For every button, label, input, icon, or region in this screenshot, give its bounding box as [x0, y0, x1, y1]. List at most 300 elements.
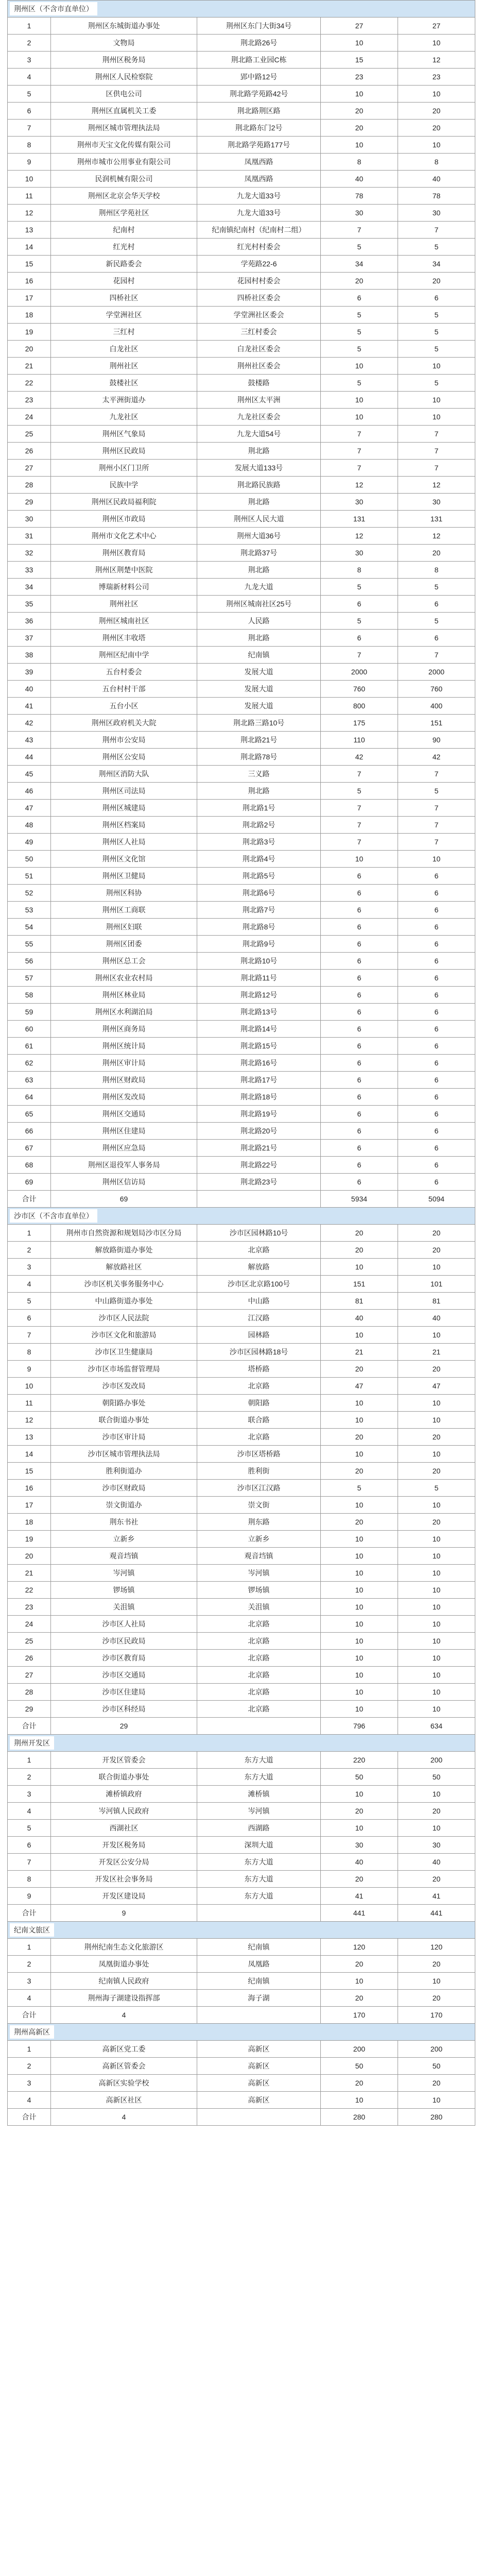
table-row [8, 783, 475, 800]
total-cell: 441 [321, 1905, 398, 1922]
table-row [8, 579, 475, 596]
table-cell: 九龙大道33号 [197, 205, 321, 222]
table-cell: 53 [8, 902, 51, 919]
table-cell: 20 [321, 1514, 398, 1531]
table-cell: 东方大道 [197, 1752, 321, 1769]
table-cell: 荆州区信访局 [51, 1174, 197, 1191]
table-cell: 10 [321, 35, 398, 52]
table-cell: 荆北路19号 [197, 1106, 321, 1123]
table-cell: 荆州区民政局福利院 [51, 494, 197, 511]
unit-table [7, 0, 475, 2126]
table-cell: 7 [321, 800, 398, 817]
total-cell: 4 [51, 2007, 197, 2024]
table-cell: 10 [398, 358, 475, 375]
table-cell: 200 [398, 2041, 475, 2058]
table-cell: 10 [321, 358, 398, 375]
table-cell: 1 [8, 1939, 51, 1956]
table-cell: 10 [321, 1565, 398, 1582]
table-cell: 42 [8, 715, 51, 732]
table-cell: 10 [8, 171, 51, 188]
table-cell: 4 [8, 69, 51, 86]
table-cell: 10 [398, 1599, 475, 1616]
table-cell: 联合街道办事处 [51, 1769, 197, 1786]
table-cell: 凤凰西路 [197, 171, 321, 188]
table-cell: 12 [398, 528, 475, 545]
total-cell: 796 [321, 1718, 398, 1735]
table-cell: 10 [321, 1548, 398, 1565]
table-cell: 荆北路20号 [197, 1123, 321, 1140]
table-cell: 27 [321, 18, 398, 35]
table-cell: 21 [8, 1565, 51, 1582]
table-cell: 5 [398, 1480, 475, 1497]
table-cell: 41 [398, 1888, 475, 1905]
table-cell: 5 [321, 375, 398, 392]
table-cell: 10 [398, 1616, 475, 1633]
table-cell: 69 [8, 1174, 51, 1191]
table-cell: 五台村委会 [51, 664, 197, 681]
table-cell: 6 [398, 970, 475, 987]
table-cell: 民润机械有限公司 [51, 171, 197, 188]
table-cell: 九龙社区 [51, 409, 197, 426]
table-cell: 荆北路9号 [197, 936, 321, 953]
table-cell: 5 [398, 239, 475, 256]
table-row [8, 681, 475, 698]
table-cell: 沙市区财政局 [51, 1480, 197, 1497]
table-cell: 6 [398, 1174, 475, 1191]
table-cell: 纪南镇人民政府 [51, 1973, 197, 1990]
table-cell: 高新区管委会 [51, 2058, 197, 2075]
table-cell: 荆州社区 [51, 596, 197, 613]
table-row [8, 1854, 475, 1871]
table-cell: 8 [8, 1344, 51, 1361]
table-cell: 27 [8, 460, 51, 477]
table-cell: 5 [8, 86, 51, 103]
table-cell: 学苑路22-6 [197, 256, 321, 273]
table-row [8, 698, 475, 715]
table-row [8, 1888, 475, 1905]
table-cell: 8 [8, 1871, 51, 1888]
table-row [8, 1004, 475, 1021]
table-cell: 25 [8, 1633, 51, 1650]
table-cell: 荆北路78号 [197, 749, 321, 766]
table-cell: 5 [321, 1480, 398, 1497]
table-cell: 荆州区退役军人事务局 [51, 1157, 197, 1174]
table-cell: 28 [8, 1684, 51, 1701]
total-row [8, 2007, 475, 2024]
table-cell: 沙市区卫生健康局 [51, 1344, 197, 1361]
table-cell: 荆州区政府机关大院 [51, 715, 197, 732]
table-cell: 荆州区应急局 [51, 1140, 197, 1157]
table-cell: 荆北路7号 [197, 902, 321, 919]
table-cell: 68 [8, 1157, 51, 1174]
table-cell: 10 [398, 1259, 475, 1276]
table-cell: 120 [398, 1939, 475, 1956]
table-cell: 6 [398, 987, 475, 1004]
table-cell: 34 [398, 256, 475, 273]
table-cell: 6 [321, 1174, 398, 1191]
table-cell: 52 [8, 885, 51, 902]
table-cell: 55 [8, 936, 51, 953]
table-cell: 6 [321, 1106, 398, 1123]
table-cell: 51 [8, 868, 51, 885]
table-cell: 荆北路18号 [197, 1089, 321, 1106]
table-cell: 1 [8, 18, 51, 35]
table-row [8, 1667, 475, 1684]
section-title-row [8, 1922, 475, 1939]
table-cell: 20 [398, 1225, 475, 1242]
table-cell: 荆州区交通局 [51, 1106, 197, 1123]
table-row [8, 1990, 475, 2007]
table-cell: 岑河镇人民政府 [51, 1803, 197, 1820]
table-cell: 5 [398, 341, 475, 358]
table-cell: 荆州市文化艺术中心 [51, 528, 197, 545]
table-row [8, 562, 475, 579]
table-cell: 滩桥镇政府 [51, 1786, 197, 1803]
table-cell: 6 [398, 1123, 475, 1140]
table-cell: 高新区 [197, 2075, 321, 2092]
table-cell: 荆州社区 [51, 358, 197, 375]
total-cell: 合计 [8, 2109, 51, 2126]
table-cell: 30 [321, 1837, 398, 1854]
table-cell: 20 [398, 273, 475, 290]
table-cell: 7 [321, 426, 398, 443]
table-cell: 40 [321, 1310, 398, 1327]
table-row [8, 1378, 475, 1395]
table-row [8, 171, 475, 188]
table-cell: 20 [398, 1990, 475, 2007]
table-cell: 12 [321, 477, 398, 494]
table-cell: 北京路 [197, 1684, 321, 1701]
table-cell: 沙市区人民法院 [51, 1310, 197, 1327]
table-cell: 荆北路14号 [197, 1021, 321, 1038]
table-cell: 10 [398, 1701, 475, 1718]
table-cell: 开发区社会事务局 [51, 1871, 197, 1888]
table-cell: 10 [398, 1684, 475, 1701]
table-cell: 北京路 [197, 1242, 321, 1259]
table-cell: 10 [398, 392, 475, 409]
table-cell: 博瑞新材料公司 [51, 579, 197, 596]
table-cell: 白龙社区 [51, 341, 197, 358]
table-cell: 7 [398, 834, 475, 851]
table-cell: 9 [8, 1888, 51, 1905]
table-cell: 锣场镇 [51, 1582, 197, 1599]
table-row [8, 154, 475, 171]
table-cell: 78 [398, 188, 475, 205]
table-cell: 46 [8, 783, 51, 800]
table-cell: 62 [8, 1055, 51, 1072]
table-cell: 61 [8, 1038, 51, 1055]
table-cell: 40 [8, 681, 51, 698]
table-cell: 荆州区丰收塔 [51, 630, 197, 647]
table-cell: 荆州区商务局 [51, 1021, 197, 1038]
table-cell: 荆州区卫健局 [51, 868, 197, 885]
table-cell: 荆州区妇联 [51, 919, 197, 936]
table-cell: 三红村委会 [197, 324, 321, 341]
table-cell: 荆州区城南社区25号 [197, 596, 321, 613]
table-cell: 6 [8, 1310, 51, 1327]
table-cell: 高新区 [197, 2058, 321, 2075]
table-row [8, 851, 475, 868]
table-row [8, 239, 475, 256]
table-cell: 20 [8, 1548, 51, 1565]
table-cell: 6 [321, 902, 398, 919]
table-cell: 25 [8, 426, 51, 443]
table-cell: 荆州区审计局 [51, 1055, 197, 1072]
table-cell: 5 [321, 324, 398, 341]
table-cell: 荆州区司法局 [51, 783, 197, 800]
table-cell: 8 [321, 562, 398, 579]
table-row [8, 1803, 475, 1820]
table-row [8, 1344, 475, 1361]
table-cell: 沙市区塔桥路 [197, 1446, 321, 1463]
table-cell: 6 [321, 970, 398, 987]
total-cell: 9 [51, 1905, 197, 1922]
table-cell: 23 [8, 1599, 51, 1616]
table-cell: 6 [321, 1072, 398, 1089]
table-cell: 荆北路17号 [197, 1072, 321, 1089]
table-row [8, 545, 475, 562]
table-cell: 760 [321, 681, 398, 698]
table-row [8, 1786, 475, 1803]
table-row [8, 1123, 475, 1140]
table-cell: 5 [321, 783, 398, 800]
table-cell: 35 [8, 596, 51, 613]
table-cell: 2000 [398, 664, 475, 681]
table-cell: 20 [321, 1871, 398, 1888]
table-cell: 20 [321, 103, 398, 120]
table-cell: 荆州区统计局 [51, 1038, 197, 1055]
table-cell: 40 [398, 1310, 475, 1327]
table-cell: 朝阳路 [197, 1395, 321, 1412]
table-cell: 沙市区人社局 [51, 1616, 197, 1633]
table-cell: 5 [398, 613, 475, 630]
table-cell: 荆州区市政局 [51, 511, 197, 528]
table-cell: 崇文街 [197, 1497, 321, 1514]
table-cell: 荆州区城市管理执法局 [51, 120, 197, 137]
table-cell: 20 [321, 1803, 398, 1820]
table-row [8, 409, 475, 426]
table-cell: 7 [321, 834, 398, 851]
table-cell: 开发区税务局 [51, 1837, 197, 1854]
table-cell: 10 [321, 1497, 398, 1514]
total-cell: 合计 [8, 1718, 51, 1735]
table-row [8, 1310, 475, 1327]
table-cell: 10 [398, 137, 475, 154]
table-cell: 荆州区荆楚中医院 [51, 562, 197, 579]
table-cell: 荆北路工业园C栋 [197, 52, 321, 69]
table-cell: 2 [8, 2058, 51, 2075]
table-cell: 荆州区住建局 [51, 1123, 197, 1140]
table-cell: 14 [8, 1446, 51, 1463]
table-cell: 沙市区园林路10号 [197, 1225, 321, 1242]
table-cell: 27 [8, 1667, 51, 1684]
table-cell: 荆州市公安局 [51, 732, 197, 749]
table-cell: 江汉路 [197, 1310, 321, 1327]
table-cell: 荆州区纪南中学 [51, 647, 197, 664]
table-cell: 荆东路 [197, 1514, 321, 1531]
total-cell: 280 [321, 2109, 398, 2126]
total-cell: 69 [51, 1191, 197, 1208]
table-cell: 6 [321, 936, 398, 953]
table-cell: 九龙社区委会 [197, 409, 321, 426]
table-cell: 花园村 [51, 273, 197, 290]
table-cell: 42 [321, 749, 398, 766]
table-cell: 24 [8, 409, 51, 426]
table-cell: 6 [398, 936, 475, 953]
table-row [8, 1871, 475, 1888]
table-cell: 6 [321, 953, 398, 970]
table-cell: 20 [321, 2075, 398, 2092]
table-row [8, 1225, 475, 1242]
table-row [8, 1140, 475, 1157]
table-cell: 6 [321, 630, 398, 647]
table-cell: 6 [398, 868, 475, 885]
table-cell: 16 [8, 273, 51, 290]
table-cell: 13 [8, 1429, 51, 1446]
table-cell: 28 [8, 477, 51, 494]
table-cell: 4 [8, 1276, 51, 1293]
table-row [8, 1429, 475, 1446]
table-cell: 开发区管委会 [51, 1752, 197, 1769]
table-cell: 北京路 [197, 1633, 321, 1650]
table-cell: 12 [398, 52, 475, 69]
table-cell: 沙市区交通局 [51, 1667, 197, 1684]
table-cell: 10 [398, 1497, 475, 1514]
table-cell: 21 [398, 1344, 475, 1361]
table-cell: 20 [398, 1871, 475, 1888]
table-cell: 高新区 [197, 2041, 321, 2058]
table-cell: 6 [398, 1140, 475, 1157]
table-cell: 荆州区档案局 [51, 817, 197, 834]
table-cell: 7 [398, 222, 475, 239]
table-cell: 15 [8, 256, 51, 273]
total-cell: 280 [398, 2109, 475, 2126]
table-cell: 9 [8, 1361, 51, 1378]
table-cell: 4 [8, 1990, 51, 2007]
section-title: 荆州区（不含市直单位） [10, 2, 97, 15]
table-cell: 47 [398, 1378, 475, 1395]
table-cell: 沙市区机关事务服务中心 [51, 1276, 197, 1293]
table-row [8, 664, 475, 681]
table-cell: 54 [8, 919, 51, 936]
table-cell: 花园村村委会 [197, 273, 321, 290]
table-cell: 20 [398, 1361, 475, 1378]
table-row [8, 375, 475, 392]
table-row [8, 341, 475, 358]
total-cell [197, 1905, 321, 1922]
document-body [7, 0, 481, 2126]
table-cell: 56 [8, 953, 51, 970]
table-cell: 2 [8, 1242, 51, 1259]
table-cell: 4 [8, 1803, 51, 1820]
table-row [8, 817, 475, 834]
table-cell: 高新区党工委 [51, 2041, 197, 2058]
table-cell: 41 [8, 698, 51, 715]
table-cell: 6 [398, 1004, 475, 1021]
table-cell: 20 [398, 2075, 475, 2092]
table-cell: 观音垱镇 [51, 1548, 197, 1565]
table-cell: 沙市区文化和旅游局 [51, 1327, 197, 1344]
table-cell: 10 [398, 1548, 475, 1565]
table-cell: 48 [8, 817, 51, 834]
table-row [8, 596, 475, 613]
table-cell: 荆州区人民检察院 [51, 69, 197, 86]
table-body [8, 1, 475, 2126]
table-cell: 30 [398, 1837, 475, 1854]
table-cell: 开发区公安分局 [51, 1854, 197, 1871]
table-cell: 沙市区民政局 [51, 1633, 197, 1650]
table-cell: 24 [8, 1616, 51, 1633]
table-row [8, 1837, 475, 1854]
table-cell: 立新乡 [197, 1531, 321, 1548]
table-row [8, 647, 475, 664]
table-row [8, 1021, 475, 1038]
table-cell: 20 [398, 1242, 475, 1259]
total-cell [197, 1718, 321, 1735]
table-cell: 荆州区文化馆 [51, 851, 197, 868]
table-cell: 海子湖 [197, 1990, 321, 2007]
table-cell: 20 [321, 273, 398, 290]
table-cell: 21 [8, 358, 51, 375]
section-title: 沙市区（不含市直单位） [10, 1209, 97, 1223]
section-title-row [8, 1735, 475, 1752]
table-cell: 30 [321, 545, 398, 562]
table-cell: 400 [398, 698, 475, 715]
table-row [8, 1650, 475, 1667]
table-cell: 50 [398, 1769, 475, 1786]
table-cell: 19 [8, 1531, 51, 1548]
table-cell: 39 [8, 664, 51, 681]
table-cell: 凤凰路 [197, 1956, 321, 1973]
section-title-row [8, 2024, 475, 2041]
table-cell: 34 [8, 579, 51, 596]
table-cell: 塔桥路 [197, 1361, 321, 1378]
table-row [8, 1276, 475, 1293]
total-row [8, 1905, 475, 1922]
table-cell: 高新区 [197, 2092, 321, 2109]
table-cell: 22 [8, 1582, 51, 1599]
table-cell: 2000 [321, 664, 398, 681]
table-cell: 6 [321, 1089, 398, 1106]
table-cell: 联合街道办事处 [51, 1412, 197, 1429]
section-title: 荆州开发区 [10, 1736, 54, 1750]
table-row [8, 953, 475, 970]
table-cell: 4 [8, 2092, 51, 2109]
table-cell: 15 [321, 52, 398, 69]
table-cell: 中山路 [197, 1293, 321, 1310]
table-cell: 12 [8, 1412, 51, 1429]
table-cell: 60 [8, 1021, 51, 1038]
table-cell: 10 [398, 1412, 475, 1429]
table-row [8, 1514, 475, 1531]
table-cell: 43 [8, 732, 51, 749]
table-cell: 11 [8, 188, 51, 205]
table-cell: 荆北路15号 [197, 1038, 321, 1055]
table-cell: 8 [398, 154, 475, 171]
table-cell: 崇文街道办 [51, 1497, 197, 1514]
table-cell: 20 [398, 545, 475, 562]
total-cell [197, 2109, 321, 2126]
table-cell: 1 [8, 2041, 51, 2058]
table-cell: 6 [8, 103, 51, 120]
table-cell: 四桥社区委会 [197, 290, 321, 307]
table-cell: 23 [398, 69, 475, 86]
table-cell: 荆州区科协 [51, 885, 197, 902]
table-cell: 6 [398, 1106, 475, 1123]
table-cell: 荆北路16号 [197, 1055, 321, 1072]
table-row [8, 256, 475, 273]
total-cell: 合计 [8, 1191, 51, 1208]
